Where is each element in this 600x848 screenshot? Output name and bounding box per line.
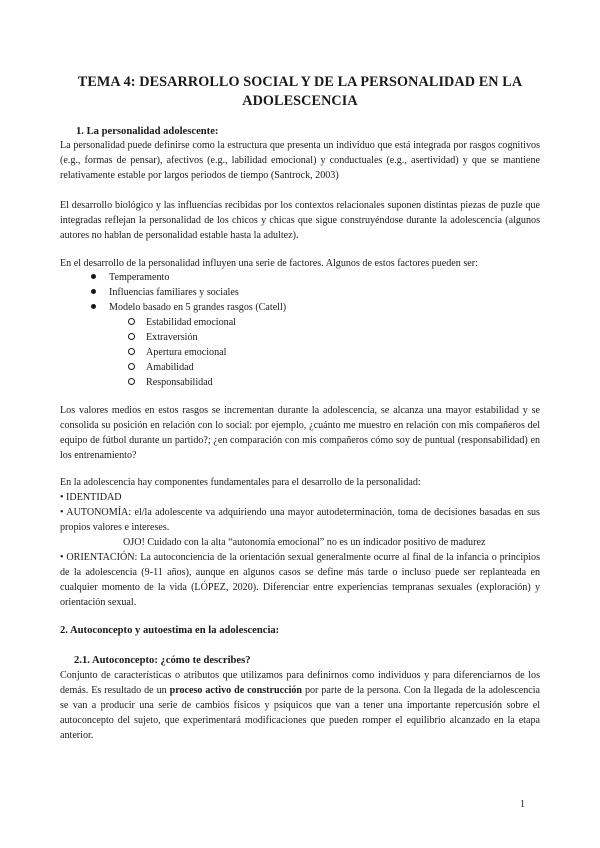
section1-paragraph-3: En el desarrollo de la personalidad influyen una serie de factores. Algunos de estos factores pueden ser: <box>60 258 478 269</box>
trait-list-item: Extraversión <box>128 330 198 345</box>
section2-1-heading: 2.1. Autoconcepto: ¿cómo te describes? <box>74 655 251 666</box>
identidad-item: • IDENTIDAD <box>60 492 122 503</box>
trait-list-item: Amabilidad <box>128 360 194 375</box>
page-title: TEMA 4: DESARROLLO SOCIAL Y DE LA PERSONALIDAD EN LA ADOLESCENCIA <box>77 74 523 109</box>
page-number: 1 <box>520 799 526 810</box>
circle-bullet-icon <box>128 378 135 385</box>
bullet-icon <box>91 274 96 279</box>
section2-heading: 2. Autoconcepto y autoestima en la adolescencia: <box>60 625 280 636</box>
section1-heading: 1. La personalidad adolescente: <box>76 126 219 137</box>
ojo-note: OJO! Cuidado con la alta “autonomía emocional” no es un indicador positivo de madurez <box>123 537 486 548</box>
bullet-icon <box>91 304 96 309</box>
section2-paragraph-1: Conjunto de características o atributos que utilizamos para definirnos como individuos y para diferenciarnos de los demás. Es resultado de un proceso activo de construcción por parte de la persona. Con la llegada de la adolescencia se van a producir una serie de cambios físicos y psíquicos que van a tener una importante repercusión sobre el autoconcepto del sujeto, que experimentará modificaciones que pueden romper el equilibrio alcanzado en la etapa anterior. <box>60 670 541 741</box>
section1-paragraph-2: El desarrollo biológico y las influencias recibidas por los contextos relacionales suponen distintas piezas de puzle que integradas reflejan la personalidad de los chicos y chicas que sigue construyéndose durante la adolescencia (algunos autores no hablan de personalidad estable hasta la adultez). <box>60 200 540 241</box>
trait-list-item: Estabilidad emocional <box>128 315 236 330</box>
trait-list-item: Responsabilidad <box>128 375 213 390</box>
section1-paragraph-5: En la adolescencia hay componentes fundamentales para el desarrollo de la personalidad: <box>60 477 421 488</box>
orientacion-item: • ORIENTACIÓN: La autoconciencia de la orientación sexual generalmente ocurre al final de la infancia o principios de la adolescencia (9-11 años), aunque en algunos casos se define más tarde o incluso puede ser replanteada en cualquier momento de la vida (LÓPEZ, 2020). Diferenciar entre experiencias tempranas sexuales (exploración) y orientación sexual. <box>60 552 540 608</box>
section1-paragraph-4: Los valores medios en estos rasgos se incrementan durante la adolescencia, se alcanza una mayor estabilidad y se consolida su posición en relación con lo social: por ejemplo, ¿cuánto me muestro en relación con mis compañeros del equipo de fútbol durante un partido?; ¿en comparación con mis compañeros cómo soy de puntual (responsabilidad) en los entrenamiento? <box>60 405 540 461</box>
factor-list-item: Temperamento <box>91 270 169 285</box>
factor-list-item: Modelo basado en 5 grandes rasgos (Catell) <box>91 300 286 315</box>
circle-bullet-icon <box>128 333 135 340</box>
autonomia-item: • AUTONOMÍA: el/la adolescente va adquiriendo una mayor autodeterminación, toma de decisiones basadas en sus propios valores e intereses. <box>60 507 540 533</box>
bullet-icon <box>91 289 96 294</box>
factor-list-item: Influencias familiares y sociales <box>91 285 239 300</box>
section1-paragraph-1: La personalidad puede definirse como la estructura que presenta un individuo que está integrada por rasgos cognitivos (e.g., formas de pensar), afectivos (e.g., labilidad emocional) y conductuales (e.g., asertividad) y que se mantiene relativamente estable por largos periodos de tiempo (Santrock, 2003) <box>60 140 540 181</box>
circle-bullet-icon <box>128 363 135 370</box>
circle-bullet-icon <box>128 318 135 325</box>
circle-bullet-icon <box>128 348 135 355</box>
trait-list-item: Apertura emocional <box>128 345 226 360</box>
